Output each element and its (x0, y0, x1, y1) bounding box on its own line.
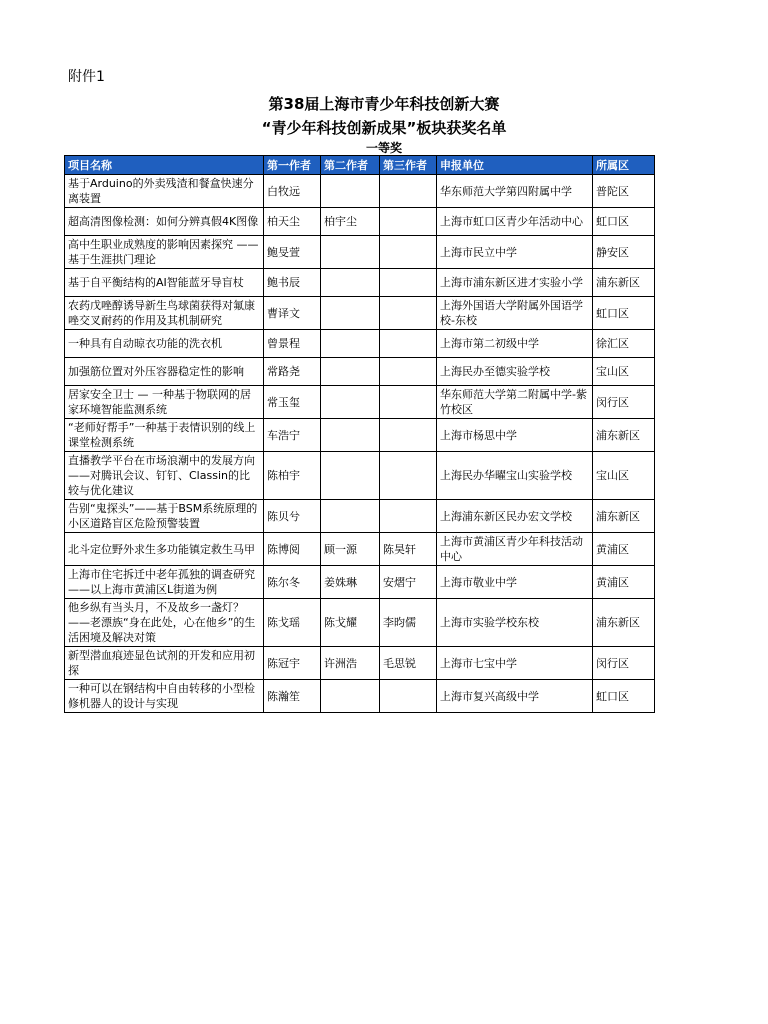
applicant-unit-cell: 上海市黄浦区青少年科技活动中心 (437, 533, 593, 566)
second-author-cell (321, 297, 380, 330)
first-author-cell: 陈尔冬 (264, 566, 321, 599)
first-author-cell: 曾景程 (264, 330, 321, 358)
second-author-cell: 陈戈耀 (321, 599, 380, 647)
first-author-cell: 曹译文 (264, 297, 321, 330)
applicant-unit-cell: 上海市民立中学 (437, 236, 593, 269)
project-name-cell: 直播教学平台在市场浪潮中的发展方向——对腾讯会议、钉钉、Classin的比较与优化建议 (65, 452, 264, 500)
applicant-unit-cell: 上海市第二初级中学 (437, 330, 593, 358)
second-author-cell (321, 500, 380, 533)
project-name-cell: 一种可以在钢结构中自由转移的小型检修机器人的设计与实现 (65, 680, 264, 713)
table-row (65, 599, 655, 647)
applicant-unit-cell: 上海浦东新区民办宏文学校 (437, 500, 593, 533)
district-cell: 浦东新区 (593, 419, 655, 452)
table-row (65, 647, 655, 680)
first-author-cell: 陈柏宇 (264, 452, 321, 500)
third-author-cell (380, 330, 437, 358)
header-third-author: 第三作者 (380, 156, 437, 175)
second-author-cell: 许洲浩 (321, 647, 380, 680)
district-cell: 浦东新区 (593, 269, 655, 297)
district-cell: 虹口区 (593, 297, 655, 330)
district-cell: 浦东新区 (593, 599, 655, 647)
third-author-cell (380, 297, 437, 330)
first-author-cell: 陈瀚笙 (264, 680, 321, 713)
district-cell: 静安区 (593, 236, 655, 269)
award-table (64, 155, 655, 713)
second-author-cell (321, 175, 380, 208)
applicant-unit-cell: 上海外国语大学附属外国语学校-东校 (437, 297, 593, 330)
document-subtitle: “青少年科技创新成果”板块获奖名单 (261, 119, 507, 137)
third-author-cell (380, 208, 437, 236)
table-row (65, 566, 655, 599)
applicant-unit-cell: 上海市复兴高级中学 (437, 680, 593, 713)
applicant-unit-cell: 上海市七宝中学 (437, 647, 593, 680)
second-author-cell: 柏宇尘 (321, 208, 380, 236)
applicant-unit-cell: 上海民办至德实验学校 (437, 358, 593, 386)
district-cell: 宝山区 (593, 358, 655, 386)
project-name-cell: 他乡纵有当头月，不及故乡一盏灯？ ——老漂族“身在此处，心在他乡”的生活困境及解决对策 (65, 599, 264, 647)
attachment-label: 附件1 (68, 69, 105, 85)
project-name-cell: 高中生职业成熟度的影响因素探究 ——基于生涯拱门理论 (65, 236, 264, 269)
second-author-cell (321, 419, 380, 452)
second-author-cell (321, 330, 380, 358)
applicant-unit-cell: 上海市浦东新区进才实验小学 (437, 269, 593, 297)
table-row (65, 452, 655, 500)
prize-level-heading: 一等奖 (365, 141, 402, 155)
third-author-cell (380, 175, 437, 208)
project-name-cell: 告别“鬼探头”——基于BSM系统原理的小区道路盲区危险预警装置 (65, 500, 264, 533)
table-header-row (65, 156, 655, 175)
third-author-cell: 陈昊轩 (380, 533, 437, 566)
table-row (65, 358, 655, 386)
district-cell: 虹口区 (593, 680, 655, 713)
third-author-cell (380, 452, 437, 500)
district-cell: 徐汇区 (593, 330, 655, 358)
district-cell: 黄浦区 (593, 533, 655, 566)
applicant-unit-cell: 上海市杨思中学 (437, 419, 593, 452)
third-author-cell: 安熠宁 (380, 566, 437, 599)
first-author-cell: 常路尧 (264, 358, 321, 386)
table-row (65, 386, 655, 419)
project-name-cell: 北斗定位野外求生多功能镇定救生马甲 (65, 533, 264, 566)
table-row (65, 533, 655, 566)
project-name-cell: 农药戊唑醇诱导新生鸟球菌获得对氟康唑交叉耐药的作用及其机制研究 (65, 297, 264, 330)
first-author-cell: 陈博阅 (264, 533, 321, 566)
header-project-name: 项目名称 (65, 156, 264, 175)
table-row (65, 680, 655, 713)
first-author-cell: 柏天尘 (264, 208, 321, 236)
second-author-cell (321, 386, 380, 419)
project-name-cell: 一种具有自动晾衣功能的洗衣机 (65, 330, 264, 358)
third-author-cell (380, 500, 437, 533)
third-author-cell: 毛思锐 (380, 647, 437, 680)
first-author-cell: 车浩宁 (264, 419, 321, 452)
header-second-author: 第二作者 (321, 156, 380, 175)
table-row (65, 330, 655, 358)
header-district: 所属区 (593, 156, 655, 175)
table-row (65, 208, 655, 236)
project-name-cell: “老师好帮手”一种基于表情识别的线上课堂检测系统 (65, 419, 264, 452)
table-row (65, 269, 655, 297)
document-title: 第38届上海市青少年科技创新大赛 (268, 95, 500, 113)
first-author-cell: 鲍旻萱 (264, 236, 321, 269)
third-author-cell: 李昀儒 (380, 599, 437, 647)
third-author-cell (380, 358, 437, 386)
second-author-cell (321, 269, 380, 297)
project-name-cell: 超高清图像检测：如何分辨真假4K图像 (65, 208, 264, 236)
second-author-cell: 姜姝琳 (321, 566, 380, 599)
district-cell: 浦东新区 (593, 500, 655, 533)
applicant-unit-cell: 上海市虹口区青少年活动中心 (437, 208, 593, 236)
second-author-cell (321, 680, 380, 713)
table-row (65, 419, 655, 452)
applicant-unit-cell: 上海民办华曜宝山实验学校 (437, 452, 593, 500)
project-name-cell: 居家安全卫士 — 一种基于物联网的居家环境智能监测系统 (65, 386, 264, 419)
project-name-cell: 加强筋位置对外压容器稳定性的影响 (65, 358, 264, 386)
project-name-cell: 新型潜血痕迹显色试剂的开发和应用初探 (65, 647, 264, 680)
second-author-cell (321, 452, 380, 500)
table-row (65, 175, 655, 208)
district-cell: 普陀区 (593, 175, 655, 208)
first-author-cell: 陈冠宇 (264, 647, 321, 680)
district-cell: 虹口区 (593, 208, 655, 236)
applicant-unit-cell: 上海市敬业中学 (437, 566, 593, 599)
first-author-cell: 白牧远 (264, 175, 321, 208)
applicant-unit-cell: 华东师范大学第二附属中学-紫竹校区 (437, 386, 593, 419)
header-first-author: 第一作者 (264, 156, 321, 175)
header-applicant-unit: 申报单位 (437, 156, 593, 175)
third-author-cell (380, 680, 437, 713)
district-cell: 闵行区 (593, 647, 655, 680)
third-author-cell (380, 419, 437, 452)
second-author-cell (321, 236, 380, 269)
table-row (65, 500, 655, 533)
project-name-cell: 基于Arduino的外卖残渣和餐盒快速分离装置 (65, 175, 264, 208)
second-author-cell: 顾一源 (321, 533, 380, 566)
district-cell: 宝山区 (593, 452, 655, 500)
applicant-unit-cell: 上海市实验学校东校 (437, 599, 593, 647)
project-name-cell: 基于自平衡结构的AI智能蓝牙导盲杖 (65, 269, 264, 297)
first-author-cell: 常玉玺 (264, 386, 321, 419)
district-cell: 闵行区 (593, 386, 655, 419)
first-author-cell: 陈戈瑶 (264, 599, 321, 647)
first-author-cell: 鲍书辰 (264, 269, 321, 297)
district-cell: 黄浦区 (593, 566, 655, 599)
first-author-cell: 陈贝兮 (264, 500, 321, 533)
third-author-cell (380, 236, 437, 269)
project-name-cell: 上海市住宅拆迁中老年孤独的调查研究——以上海市黄浦区L街道为例 (65, 566, 264, 599)
third-author-cell (380, 269, 437, 297)
applicant-unit-cell: 华东师范大学第四附属中学 (437, 175, 593, 208)
table-row (65, 297, 655, 330)
second-author-cell (321, 358, 380, 386)
third-author-cell (380, 386, 437, 419)
table-row (65, 236, 655, 269)
